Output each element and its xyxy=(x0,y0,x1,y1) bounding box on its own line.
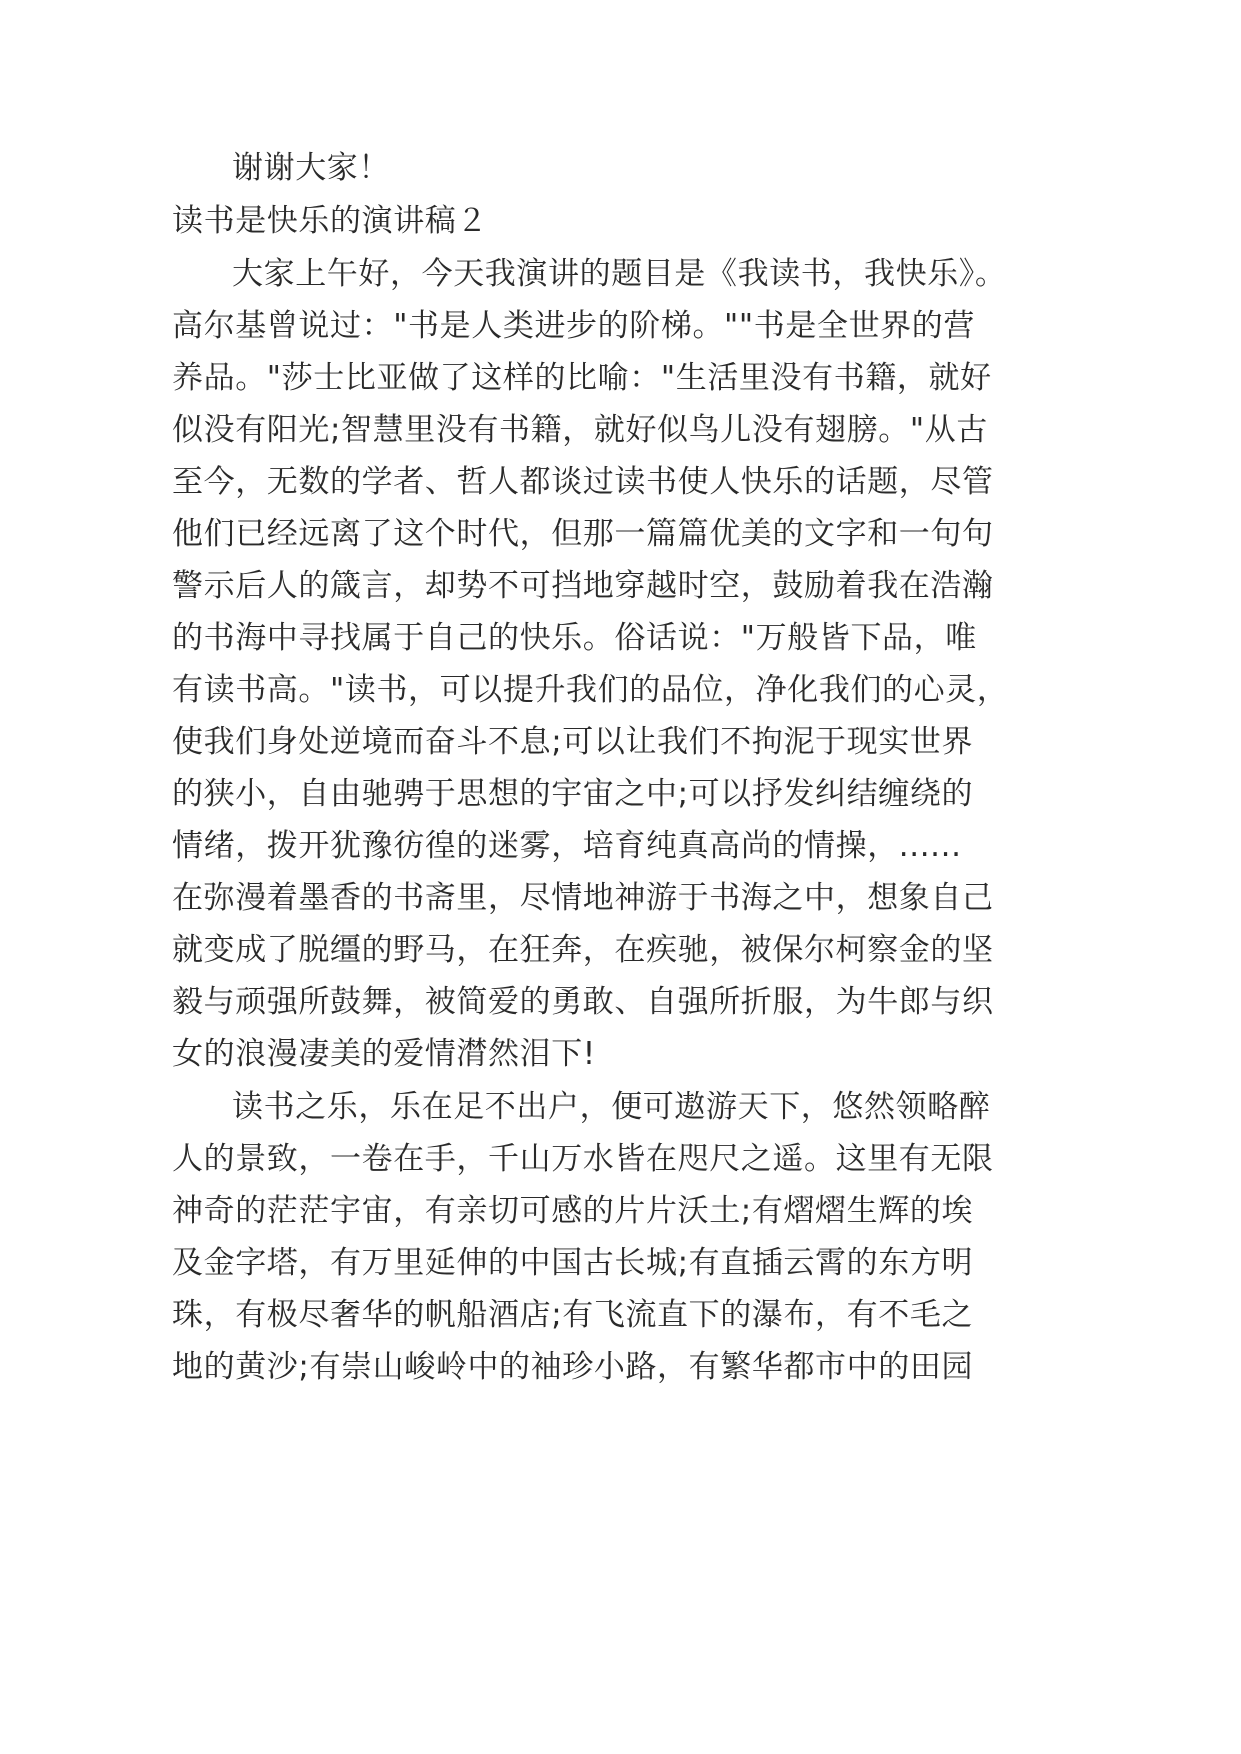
paragraph-1-line: 情绪，拨开犹豫彷徨的迷雾，培育纯真高尚的情操，...... xyxy=(172,828,962,864)
paragraph-1-line: 有读书高。"读书，可以提升我们的品位，净化我们的心灵， xyxy=(172,672,1009,708)
paragraph-1-line: 的书海中寻找属于自己的快乐。俗话说："万般皆下品，唯 xyxy=(172,620,977,656)
paragraph-2-line: 及金字塔，有万里延伸的中国古长城;有直插云霄的东方明 xyxy=(172,1245,974,1281)
paragraph-1-line: 毅与顽强所鼓舞，被简爱的勇敢、自强所折服，为牛郎与织 xyxy=(172,984,994,1020)
paragraph-1-line: 似没有阳光;智慧里没有书籍，就好似鸟儿没有翅膀。"从古 xyxy=(172,412,988,448)
paragraph-1-line: 大家上午好，今天我演讲的题目是《我读书，我快乐》。 xyxy=(232,256,1007,292)
paragraph-1-line: 在弥漫着墨香的书斋里，尽情地神游于书海之中，想象自己 xyxy=(172,880,994,916)
paragraph-2-line: 人的景致，一卷在手，千山万水皆在咫尺之遥。这里有无限 xyxy=(172,1141,994,1177)
paragraph-1-line: 的狭小，自由驰骋于思想的宇宙之中;可以抒发纠结缠绕的 xyxy=(172,776,974,812)
paragraph-1-line: 使我们身处逆境而奋斗不息;可以让我们不拘泥于现实世界 xyxy=(172,724,974,760)
paragraph-1-line: 养品。"莎士比亚做了这样的比喻："生活里没有书籍，就好 xyxy=(172,360,992,396)
paragraph-1-line: 高尔基曾说过："书是人类进步的阶梯。""书是全世界的营 xyxy=(172,308,975,344)
paragraph-1-line: 至今，无数的学者、哲人都谈过读书使人快乐的话题，尽管 xyxy=(172,464,994,500)
paragraph-1-line: 就变成了脱缰的野马，在狂奔，在疾驰，被保尔柯察金的坚 xyxy=(172,932,994,968)
section-heading: 读书是快乐的演讲稿２ xyxy=(172,203,488,239)
paragraph-2-line: 地的黄沙;有崇山峻岭中的袖珍小路，有繁华都市中的田园 xyxy=(172,1349,974,1385)
paragraph-1-line: 女的浪漫凄美的爱情潸然泪下! xyxy=(172,1036,596,1072)
closing-line: 谢谢大家！ xyxy=(232,150,390,186)
paragraph-1-line: 他们已经远离了这个时代，但那一篇篇优美的文字和一句句 xyxy=(172,516,994,552)
paragraph-1-line: 警示后人的箴言，却势不可挡地穿越时空，鼓励着我在浩瀚 xyxy=(172,568,994,604)
paragraph-2-line: 珠，有极尽奢华的帆船酒店;有飞流直下的瀑布，有不毛之 xyxy=(172,1297,974,1333)
paragraph-2-line: 读书之乐，乐在足不出户，便可遨游天下，悠然领略醉 xyxy=(232,1089,991,1125)
paragraph-2-line: 神奇的茫茫宇宙，有亲切可感的片片沃土;有熠熠生辉的埃 xyxy=(172,1193,974,1229)
